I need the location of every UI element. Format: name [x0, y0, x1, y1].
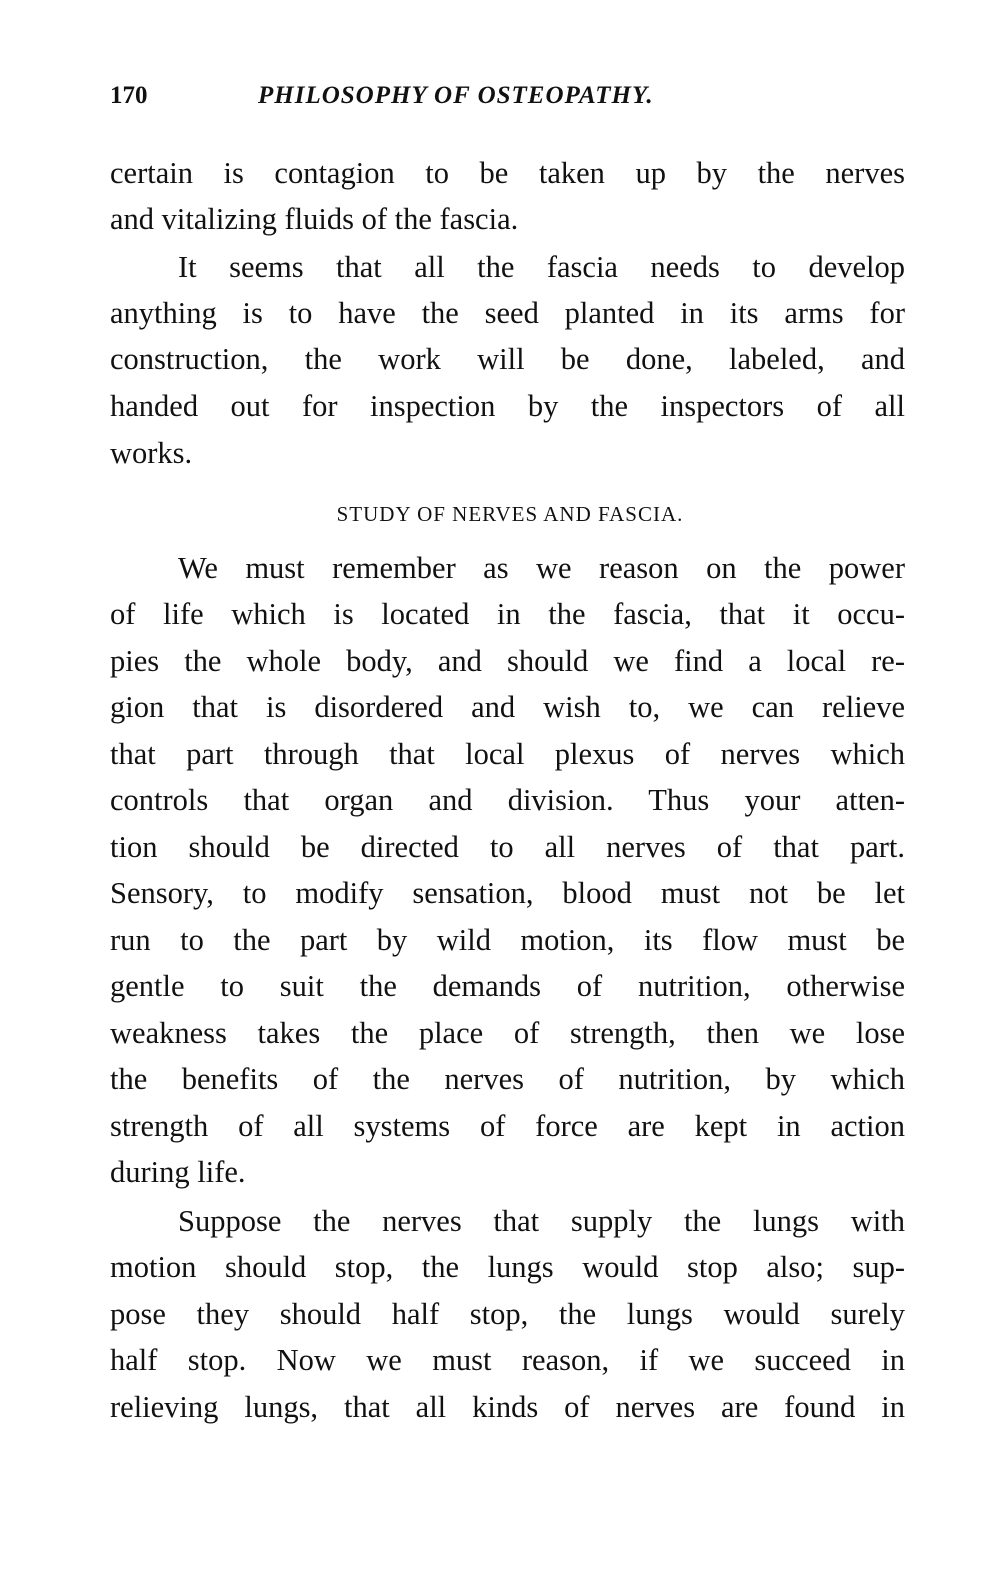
text-line: weakness takes the place of strength, then we lose: [110, 1016, 905, 1050]
text-line: relieving lungs, that all kinds of nerves are found in: [110, 1390, 905, 1424]
text-line: motion should stop, the lungs would stop also; sup-: [110, 1250, 905, 1284]
text-line: that part through that local plexus of nerves which: [110, 737, 905, 771]
text-line: Sensory, to modify sensation, blood must not be let: [110, 876, 905, 910]
text-line: certain is contagion to be taken up by the nerves: [110, 156, 905, 190]
page-number: 170: [110, 82, 148, 109]
text-line: construction, the work will be done, labeled, and: [110, 342, 905, 376]
text-line: Suppose the nerves that supply the lungs with: [178, 1204, 905, 1238]
running-header: [110, 82, 910, 118]
section-heading: STUDY OF NERVES AND FASCIA.: [336, 502, 684, 526]
text-line: controls that organ and division. Thus your atten-: [110, 783, 905, 817]
text-line: handed out for inspection by the inspectors of all: [110, 389, 905, 423]
text-line: run to the part by wild motion, its flow must be: [110, 923, 905, 957]
text-line: pose they should half stop, the lungs would surely: [110, 1297, 905, 1331]
text-line: tion should be directed to all nerves of that part.: [110, 830, 905, 864]
text-line: anything is to have the seed planted in its arms for: [110, 296, 905, 330]
text-line: It seems that all the fascia needs to develop: [178, 250, 905, 284]
text-line: pies the whole body, and should we find a local re-: [110, 644, 905, 678]
text-line: gentle to suit the demands of nutrition, otherwise: [110, 969, 905, 1003]
text-line: of life which is located in the fascia, that it occu-: [110, 597, 905, 631]
text-line: half stop. Now we must reason, if we succeed in: [110, 1343, 905, 1377]
text-line: during life.: [110, 1155, 246, 1189]
text-line: and vitalizing fluids of the fascia.: [110, 202, 519, 236]
text-line: the benefits of the nerves of nutrition, by which: [110, 1062, 905, 1096]
text-line: strength of all systems of force are kept in action: [110, 1109, 905, 1143]
text-line: gion that is disordered and wish to, we can relieve: [110, 690, 905, 724]
text-line: works.: [110, 436, 193, 470]
text-line: We must remember as we reason on the power: [178, 551, 905, 585]
running-title: PHILOSOPHY OF OSTEOPATHY.: [258, 82, 654, 109]
